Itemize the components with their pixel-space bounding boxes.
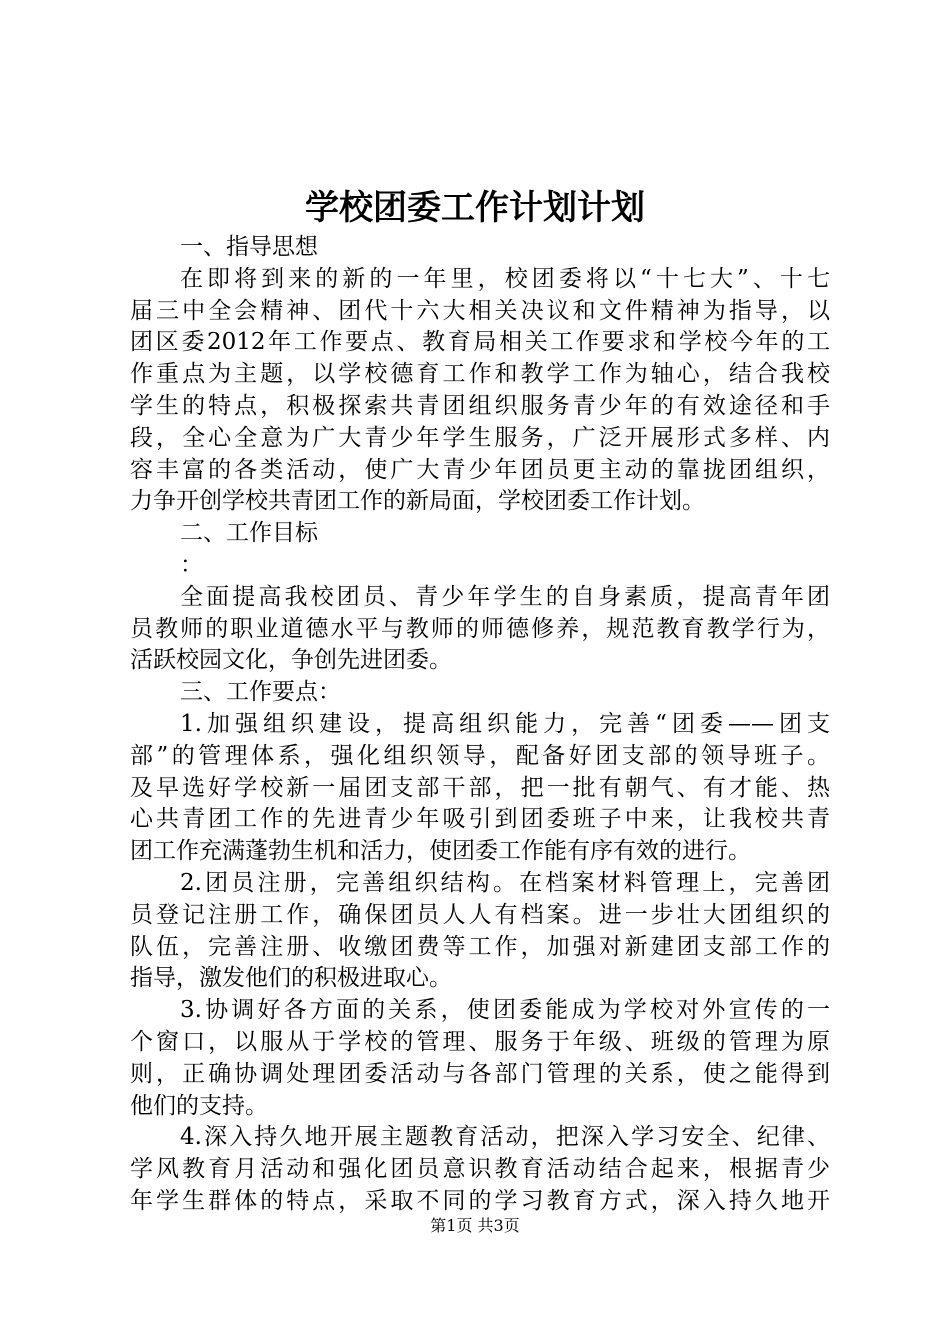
page-footer: 第1页 共3页: [430, 1216, 520, 1235]
body-line: 1.加强组织建设，提高组织能力，完善“团委——团支: [180, 710, 830, 737]
body-line: 4.深入持久地开展主题教育活动，把深入学习安全、纪律、: [180, 1124, 830, 1151]
body-line: 届三中全会精神、团代十六大相关决议和文件精神为指导，以: [130, 297, 830, 324]
body-line: 团工作充满蓬勃生机和活力，使团委工作能有序有效的进行。: [130, 838, 751, 865]
body-line: 团区委2012年工作要点、教育局相关工作要求和学校今年的工: [130, 329, 830, 356]
body-line: 活跃校园文化，争创先进团委。: [130, 647, 452, 674]
section-heading: ：: [180, 551, 203, 578]
body-line: 力争开创学校共青团工作的新局面，学校团委工作计划。: [130, 488, 705, 515]
section-heading: 三、工作要点：: [180, 679, 341, 706]
body-line: 2.团员注册，完善组织结构。在档案材料管理上，完善团: [180, 869, 830, 896]
body-line: 员登记注册工作，确保团员人人有档案。进一步壮大团组织的: [130, 901, 830, 928]
body-line: 全面提高我校团员、青少年学生的自身素质，提高青年团: [180, 583, 830, 610]
body-line: 心共青团工作的先进青少年吸引到团委班子中来，让我校共青: [130, 806, 830, 833]
body-line: 容丰富的各类活动，使广大青少年团员更主动的靠拢团组织，: [130, 456, 830, 483]
body-line: 个窗口，以服从于学校的管理、服务于年级、班级的管理为原: [130, 1028, 830, 1055]
section-heading: 二、工作目标: [180, 520, 318, 547]
body-line: 他们的支持。: [130, 1092, 268, 1119]
body-line: 及早选好学校新一届团支部干部，把一批有朝气、有才能、热: [130, 774, 830, 801]
body-line: 部”的管理体系，强化组织领导，配备好团支部的领导班子。: [130, 742, 830, 769]
section-heading: 一、指导思想: [180, 234, 318, 260]
body-line: 员教师的职业道德水平与教师的师德修养，规范教育教学行为，: [130, 615, 830, 642]
body-line: 队伍，完善注册、收缴团费等工作，加强对新建团支部工作的: [130, 933, 830, 960]
body-line: 学风教育月活动和强化团员意识教育活动结合起来，根据青少: [130, 1156, 830, 1183]
body-line: 在即将到来的新的一年里，校团委将以“十七大”、十七: [180, 265, 830, 292]
body-line: 则，正确协调处理团委活动与各部门管理的关系，使之能得到: [130, 1060, 830, 1087]
body-line: 学生的特点，积极探索共青团组织服务青少年的有效途径和手: [130, 392, 830, 419]
document-title: 学校团委工作计划计划: [305, 188, 645, 228]
document-body: [130, 232, 830, 1218]
body-line: 作重点为主题，以学校德育工作和教学工作为轴心，结合我校: [130, 361, 830, 388]
body-line: 年学生群体的特点，采取不同的学习教育方式，深入持久地开: [130, 1187, 830, 1214]
body-line: 3.协调好各方面的关系，使团委能成为学校对外宣传的一: [180, 997, 830, 1024]
body-line: 段，全心全意为广大青少年学生服务，广泛开展形式多样、内: [130, 424, 830, 451]
body-line: 指导，激发他们的积极进取心。: [130, 965, 452, 992]
